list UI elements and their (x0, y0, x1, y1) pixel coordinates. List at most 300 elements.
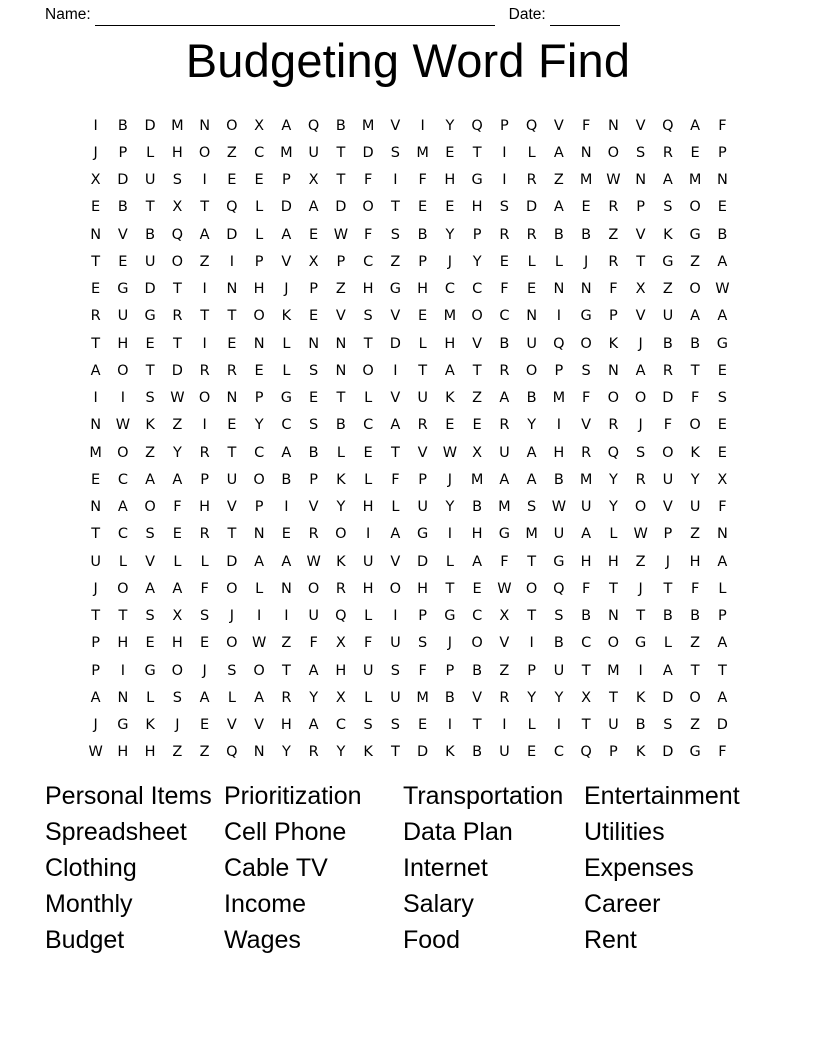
grid-cell[interactable]: L (146, 144, 155, 161)
grid-cell[interactable]: E (445, 417, 455, 434)
grid-cell[interactable]: V (499, 635, 510, 652)
grid-cell[interactable]: R (308, 526, 319, 543)
grid-cell[interactable]: S (390, 226, 400, 243)
grid-cell[interactable]: M (171, 117, 184, 134)
grid-cell[interactable]: W (115, 417, 131, 434)
grid-cell[interactable]: A (308, 662, 319, 679)
grid-cell[interactable]: Y (445, 499, 455, 516)
grid-cell[interactable]: K (608, 335, 619, 352)
grid-cell[interactable]: Y (309, 689, 319, 706)
grid-cell[interactable]: O (689, 417, 701, 434)
grid-cell[interactable]: O (689, 199, 701, 216)
grid-cell[interactable]: Z (553, 172, 564, 189)
word-list-item[interactable]: Entertainment (584, 782, 740, 810)
grid-cell[interactable]: V (390, 390, 401, 407)
grid-cell[interactable]: S (309, 417, 319, 434)
grid-cell[interactable]: A (281, 226, 292, 243)
grid-cell[interactable]: W (606, 172, 621, 189)
grid-cell[interactable]: W (306, 553, 321, 570)
grid-cell[interactable]: Q (525, 117, 538, 134)
grid-cell[interactable]: R (172, 308, 183, 325)
grid-cell[interactable]: U (417, 390, 428, 407)
grid-cell[interactable]: M (607, 662, 620, 679)
grid-cell[interactable]: S (390, 662, 400, 679)
grid-cell[interactable]: R (499, 362, 510, 379)
grid-cell[interactable]: U (499, 444, 510, 461)
grid-cell[interactable]: B (444, 689, 455, 706)
grid-cell[interactable]: T (445, 580, 455, 597)
grid-cell[interactable]: V (308, 499, 319, 516)
grid-cell[interactable]: V (226, 499, 237, 516)
grid-cell[interactable]: A (690, 117, 701, 134)
grid-cell[interactable]: E (200, 635, 210, 652)
grid-cell[interactable]: R (499, 417, 510, 434)
grid-cell[interactable]: J (638, 417, 643, 434)
grid-cell[interactable]: I (502, 717, 507, 734)
grid-cell[interactable]: Q (335, 608, 347, 625)
grid-cell[interactable]: S (172, 689, 182, 706)
grid-cell[interactable]: A (662, 662, 673, 679)
grid-cell[interactable]: J (93, 717, 98, 734)
grid-cell[interactable]: L (282, 362, 291, 379)
grid-cell[interactable]: H (117, 744, 129, 761)
grid-cell[interactable]: M (688, 172, 702, 189)
grid-cell[interactable]: P (500, 117, 509, 134)
grid-cell[interactable]: O (689, 689, 701, 706)
grid-cell[interactable]: W (88, 744, 103, 761)
grid-cell[interactable]: L (227, 689, 236, 706)
grid-cell[interactable]: U (580, 499, 592, 516)
grid-cell[interactable]: X (172, 608, 183, 625)
grid-cell[interactable]: H (280, 717, 292, 734)
grid-cell[interactable]: I (502, 144, 507, 161)
grid-cell[interactable]: B (472, 662, 483, 679)
grid-cell[interactable]: V (635, 308, 646, 325)
grid-cell[interactable]: O (689, 281, 701, 298)
grid-cell[interactable]: Y (554, 689, 564, 706)
grid-cell[interactable]: U (390, 635, 401, 652)
grid-cell[interactable]: H (253, 281, 265, 298)
grid-cell[interactable]: H (144, 744, 156, 761)
grid-cell[interactable]: L (146, 689, 155, 706)
grid-cell[interactable]: D (144, 117, 156, 134)
grid-cell[interactable]: G (117, 717, 129, 734)
grid-cell[interactable]: X (472, 444, 483, 461)
grid-cell[interactable]: E (363, 444, 373, 461)
grid-cell[interactable]: G (144, 662, 156, 679)
grid-cell[interactable]: E (717, 199, 727, 216)
grid-cell[interactable]: U (662, 308, 674, 325)
grid-cell[interactable]: O (198, 390, 211, 407)
grid-cell[interactable]: R (90, 308, 101, 325)
grid-cell[interactable]: R (635, 471, 646, 488)
grid-cell[interactable]: A (172, 471, 183, 488)
grid-cell[interactable]: G (635, 635, 647, 652)
grid-cell[interactable]: K (336, 553, 346, 570)
grid-cell[interactable]: I (393, 172, 398, 189)
grid-cell[interactable]: W (251, 635, 267, 652)
grid-cell[interactable]: R (199, 444, 210, 461)
grid-cell[interactable]: D (362, 144, 374, 161)
grid-cell[interactable]: C (499, 308, 510, 325)
grid-cell[interactable]: Z (472, 390, 483, 407)
grid-cell[interactable]: O (362, 199, 374, 216)
grid-cell[interactable]: Q (171, 226, 184, 243)
grid-cell[interactable]: S (636, 444, 646, 461)
grid-cell[interactable]: A (308, 199, 319, 216)
grid-cell[interactable]: Z (199, 253, 210, 270)
grid-cell[interactable]: K (145, 417, 155, 434)
grid-cell[interactable]: X (308, 172, 319, 189)
word-list-item[interactable]: Clothing (45, 854, 137, 882)
grid-cell[interactable]: P (200, 471, 209, 488)
grid-cell[interactable]: F (309, 635, 318, 652)
grid-cell[interactable]: U (226, 471, 238, 488)
grid-cell[interactable]: F (500, 281, 509, 298)
grid-cell[interactable]: D (117, 172, 129, 189)
grid-cell[interactable]: O (226, 635, 238, 652)
grid-cell[interactable]: E (472, 417, 482, 434)
grid-cell[interactable]: T (91, 608, 101, 625)
grid-cell[interactable]: K (635, 689, 646, 706)
grid-cell[interactable]: R (662, 144, 673, 161)
grid-cell[interactable]: U (553, 526, 565, 543)
grid-cell[interactable]: F (581, 390, 591, 407)
grid-cell[interactable]: B (499, 335, 510, 352)
grid-cell[interactable]: X (581, 689, 592, 706)
grid-cell[interactable]: I (93, 390, 98, 407)
grid-cell[interactable]: A (499, 390, 510, 407)
grid-cell[interactable]: A (717, 253, 728, 270)
grid-cell[interactable]: Z (662, 281, 673, 298)
grid-cell[interactable]: X (635, 281, 646, 298)
grid-cell[interactable]: I (284, 608, 289, 625)
grid-cell[interactable]: R (526, 226, 537, 243)
grid-cell[interactable]: S (663, 199, 673, 216)
grid-cell[interactable]: M (552, 390, 566, 407)
grid-cell[interactable]: U (417, 499, 428, 516)
grid-cell[interactable]: X (90, 172, 101, 189)
grid-cell[interactable]: R (499, 689, 510, 706)
grid-cell[interactable]: S (145, 608, 155, 625)
grid-cell[interactable]: B (117, 117, 128, 134)
grid-cell[interactable]: B (281, 471, 292, 488)
grid-cell[interactable]: N (607, 362, 619, 379)
grid-cell[interactable]: S (200, 608, 210, 625)
grid-cell[interactable]: G (689, 226, 701, 243)
grid-cell[interactable]: Y (445, 226, 455, 243)
grid-cell[interactable]: Z (172, 417, 183, 434)
grid-cell[interactable]: N (553, 281, 565, 298)
grid-cell[interactable]: V (635, 226, 646, 243)
grid-cell[interactable]: S (717, 390, 727, 407)
grid-cell[interactable]: U (308, 608, 319, 625)
grid-cell[interactable]: I (447, 717, 453, 734)
grid-cell[interactable]: A (254, 553, 265, 570)
grid-cell[interactable]: A (308, 717, 319, 734)
grid-cell[interactable]: S (390, 717, 400, 734)
grid-cell[interactable]: H (362, 499, 374, 516)
grid-cell[interactable]: L (527, 144, 536, 161)
grid-cell[interactable]: N (716, 172, 728, 189)
grid-cell[interactable]: Z (226, 144, 237, 161)
grid-cell[interactable]: N (335, 335, 347, 352)
grid-cell[interactable]: A (281, 444, 292, 461)
grid-cell[interactable]: P (418, 253, 427, 270)
grid-cell[interactable]: L (200, 553, 209, 570)
grid-cell[interactable]: R (281, 689, 292, 706)
grid-cell[interactable]: X (172, 199, 183, 216)
grid-cell[interactable]: O (471, 308, 483, 325)
grid-cell[interactable]: E (281, 526, 291, 543)
grid-cell[interactable]: P (609, 744, 618, 761)
grid-cell[interactable]: H (607, 553, 619, 570)
grid-cell[interactable]: Z (690, 635, 701, 652)
grid-cell[interactable]: Y (336, 744, 346, 761)
grid-cell[interactable]: K (336, 471, 346, 488)
grid-cell[interactable]: P (636, 199, 645, 216)
grid-cell[interactable]: F (173, 499, 182, 516)
grid-cell[interactable]: Z (145, 444, 156, 461)
grid-cell[interactable]: A (499, 471, 510, 488)
grid-cell[interactable]: W (442, 444, 458, 461)
grid-cell[interactable]: V (417, 444, 428, 461)
grid-cell[interactable]: G (716, 335, 728, 352)
grid-cell[interactable]: Y (527, 689, 537, 706)
grid-cell[interactable]: O (525, 580, 538, 597)
grid-cell[interactable]: A (444, 362, 455, 379)
grid-cell[interactable]: R (608, 417, 619, 434)
grid-cell[interactable]: N (607, 117, 619, 134)
grid-cell[interactable]: S (363, 717, 373, 734)
grid-cell[interactable]: N (253, 335, 265, 352)
grid-cell[interactable]: B (581, 608, 592, 625)
grid-cell[interactable]: I (393, 362, 398, 379)
grid-cell[interactable]: F (418, 172, 427, 189)
grid-cell[interactable]: B (335, 117, 346, 134)
grid-cell[interactable]: J (638, 580, 643, 597)
grid-cell[interactable]: I (202, 335, 207, 352)
grid-cell[interactable]: U (390, 689, 401, 706)
grid-cell[interactable]: E (145, 635, 155, 652)
grid-cell[interactable]: P (663, 526, 673, 543)
grid-cell[interactable]: X (717, 471, 728, 488)
grid-cell[interactable]: A (199, 689, 210, 706)
grid-cell[interactable]: P (718, 144, 727, 161)
grid-cell[interactable]: G (417, 526, 429, 543)
grid-cell[interactable]: G (444, 608, 456, 625)
grid-cell[interactable]: E (254, 362, 264, 379)
grid-cell[interactable]: P (718, 608, 727, 625)
grid-cell[interactable]: O (662, 444, 674, 461)
grid-cell[interactable]: B (553, 635, 564, 652)
grid-cell[interactable]: S (636, 144, 646, 161)
grid-cell[interactable]: T (390, 444, 400, 461)
grid-cell[interactable]: I (447, 526, 453, 543)
grid-cell[interactable]: Y (472, 253, 482, 270)
grid-cell[interactable]: B (417, 226, 428, 243)
grid-cell[interactable]: E (581, 199, 591, 216)
grid-cell[interactable]: V (662, 499, 673, 516)
grid-cell[interactable]: P (445, 662, 455, 679)
grid-cell[interactable]: E (445, 144, 455, 161)
grid-cell[interactable]: U (362, 662, 374, 679)
grid-cell[interactable]: B (472, 744, 483, 761)
grid-cell[interactable]: O (171, 662, 184, 679)
grid-cell[interactable]: D (662, 744, 674, 761)
grid-cell[interactable]: K (281, 308, 292, 325)
grid-cell[interactable]: J (202, 662, 207, 679)
date-input-line[interactable] (550, 10, 620, 26)
grid-cell[interactable]: V (335, 308, 346, 325)
grid-cell[interactable]: H (444, 172, 456, 189)
grid-cell[interactable]: L (554, 253, 563, 270)
grid-cell[interactable]: T (336, 172, 346, 189)
grid-cell[interactable]: F (363, 226, 373, 243)
grid-cell[interactable]: Z (281, 635, 292, 652)
grid-cell[interactable]: U (662, 471, 674, 488)
grid-cell[interactable]: Q (471, 117, 483, 134)
grid-cell[interactable]: R (608, 253, 619, 270)
grid-cell[interactable]: P (254, 253, 264, 270)
grid-cell[interactable]: L (663, 635, 672, 652)
grid-cell[interactable]: T (91, 335, 101, 352)
grid-cell[interactable]: G (144, 308, 156, 325)
grid-cell[interactable]: R (226, 362, 237, 379)
grid-cell[interactable]: A (390, 526, 401, 543)
grid-cell[interactable]: H (335, 662, 347, 679)
grid-cell[interactable]: H (444, 335, 456, 352)
grid-cell[interactable]: J (583, 253, 589, 270)
grid-cell[interactable]: S (172, 172, 182, 189)
grid-cell[interactable]: T (227, 444, 237, 461)
grid-cell[interactable]: K (690, 444, 700, 461)
grid-cell[interactable]: Y (527, 417, 537, 434)
grid-cell[interactable]: Z (635, 553, 646, 570)
word-list-item[interactable]: Career (584, 890, 661, 918)
grid-cell[interactable]: P (254, 390, 264, 407)
grid-cell[interactable]: E (254, 172, 264, 189)
grid-cell[interactable]: F (718, 499, 727, 516)
grid-cell[interactable]: E (309, 308, 319, 325)
grid-cell[interactable]: L (718, 580, 727, 597)
grid-cell[interactable]: P (418, 471, 427, 488)
grid-cell[interactable]: V (472, 335, 483, 352)
grid-cell[interactable]: Z (499, 662, 510, 679)
grid-cell[interactable]: V (226, 717, 237, 734)
grid-cell[interactable]: U (526, 335, 537, 352)
grid-cell[interactable]: L (364, 471, 373, 488)
grid-cell[interactable]: D (417, 553, 429, 570)
grid-cell[interactable]: S (145, 390, 155, 407)
grid-cell[interactable]: A (553, 144, 564, 161)
grid-cell[interactable]: I (502, 172, 507, 189)
grid-cell[interactable]: U (499, 744, 510, 761)
grid-cell[interactable]: K (145, 717, 155, 734)
grid-cell[interactable]: O (607, 390, 620, 407)
grid-cell[interactable]: X (308, 253, 319, 270)
grid-cell[interactable]: I (638, 662, 643, 679)
grid-cell[interactable]: W (333, 226, 349, 243)
grid-cell[interactable]: V (390, 117, 401, 134)
grid-cell[interactable]: M (579, 172, 593, 189)
grid-cell[interactable]: T (608, 689, 618, 706)
grid-cell[interactable]: C (254, 144, 265, 161)
grid-cell[interactable]: D (526, 199, 538, 216)
grid-cell[interactable]: A (145, 471, 156, 488)
grid-cell[interactable]: P (254, 499, 264, 516)
grid-cell[interactable]: W (551, 499, 567, 516)
grid-cell[interactable]: E (499, 253, 509, 270)
grid-cell[interactable]: H (362, 580, 374, 597)
grid-cell[interactable]: U (144, 172, 156, 189)
grid-cell[interactable]: E (527, 281, 537, 298)
grid-cell[interactable]: S (499, 199, 509, 216)
grid-cell[interactable]: H (117, 335, 129, 352)
grid-cell[interactable]: U (689, 499, 701, 516)
grid-cell[interactable]: O (389, 580, 402, 597)
grid-cell[interactable]: T (581, 662, 591, 679)
grid-cell[interactable]: L (255, 580, 264, 597)
grid-cell[interactable]: I (420, 117, 425, 134)
word-list-item[interactable]: Spreadsheet (45, 818, 187, 846)
grid-cell[interactable]: N (580, 281, 592, 298)
grid-cell[interactable]: N (280, 580, 292, 597)
word-list-item[interactable]: Budget (45, 926, 125, 954)
grid-cell[interactable]: M (443, 308, 457, 325)
grid-cell[interactable]: B (526, 390, 537, 407)
grid-cell[interactable]: E (717, 417, 727, 434)
grid-cell[interactable]: V (472, 689, 483, 706)
grid-cell[interactable]: B (717, 226, 728, 243)
grid-cell[interactable]: Y (690, 471, 700, 488)
grid-cell[interactable]: L (282, 335, 291, 352)
grid-cell[interactable]: Y (608, 471, 618, 488)
grid-cell[interactable]: T (608, 580, 618, 597)
grid-cell[interactable]: T (390, 744, 400, 761)
grid-cell[interactable]: T (472, 362, 482, 379)
grid-cell[interactable]: B (581, 226, 592, 243)
grid-cell[interactable]: Y (172, 444, 182, 461)
grid-cell[interactable]: S (663, 717, 673, 734)
grid-cell[interactable]: V (581, 417, 592, 434)
grid-cell[interactable]: P (609, 308, 618, 325)
grid-cell[interactable]: M (416, 144, 429, 161)
word-list-item[interactable]: Salary (403, 890, 474, 918)
grid-cell[interactable]: L (255, 226, 264, 243)
grid-cell[interactable]: J (284, 281, 289, 298)
grid-cell[interactable]: E (418, 308, 428, 325)
grid-cell[interactable]: O (117, 444, 129, 461)
grid-cell[interactable]: E (418, 199, 428, 216)
grid-cell[interactable]: D (226, 226, 238, 243)
word-list-item[interactable]: Wages (224, 926, 301, 954)
grid-cell[interactable]: U (362, 553, 374, 570)
grid-cell[interactable]: J (447, 253, 453, 270)
grid-cell[interactable]: S (227, 662, 237, 679)
grid-cell[interactable]: N (226, 281, 238, 298)
grid-cell[interactable]: C (553, 744, 564, 761)
grid-cell[interactable]: M (89, 444, 102, 461)
grid-cell[interactable]: E (717, 444, 727, 461)
word-list-item[interactable]: Rent (584, 926, 637, 954)
grid-cell[interactable]: I (284, 499, 289, 516)
grid-cell[interactable]: B (308, 444, 319, 461)
grid-cell[interactable]: I (256, 608, 262, 625)
grid-cell[interactable]: U (117, 308, 129, 325)
grid-cell[interactable]: S (363, 308, 373, 325)
grid-cell[interactable]: L (445, 553, 454, 570)
